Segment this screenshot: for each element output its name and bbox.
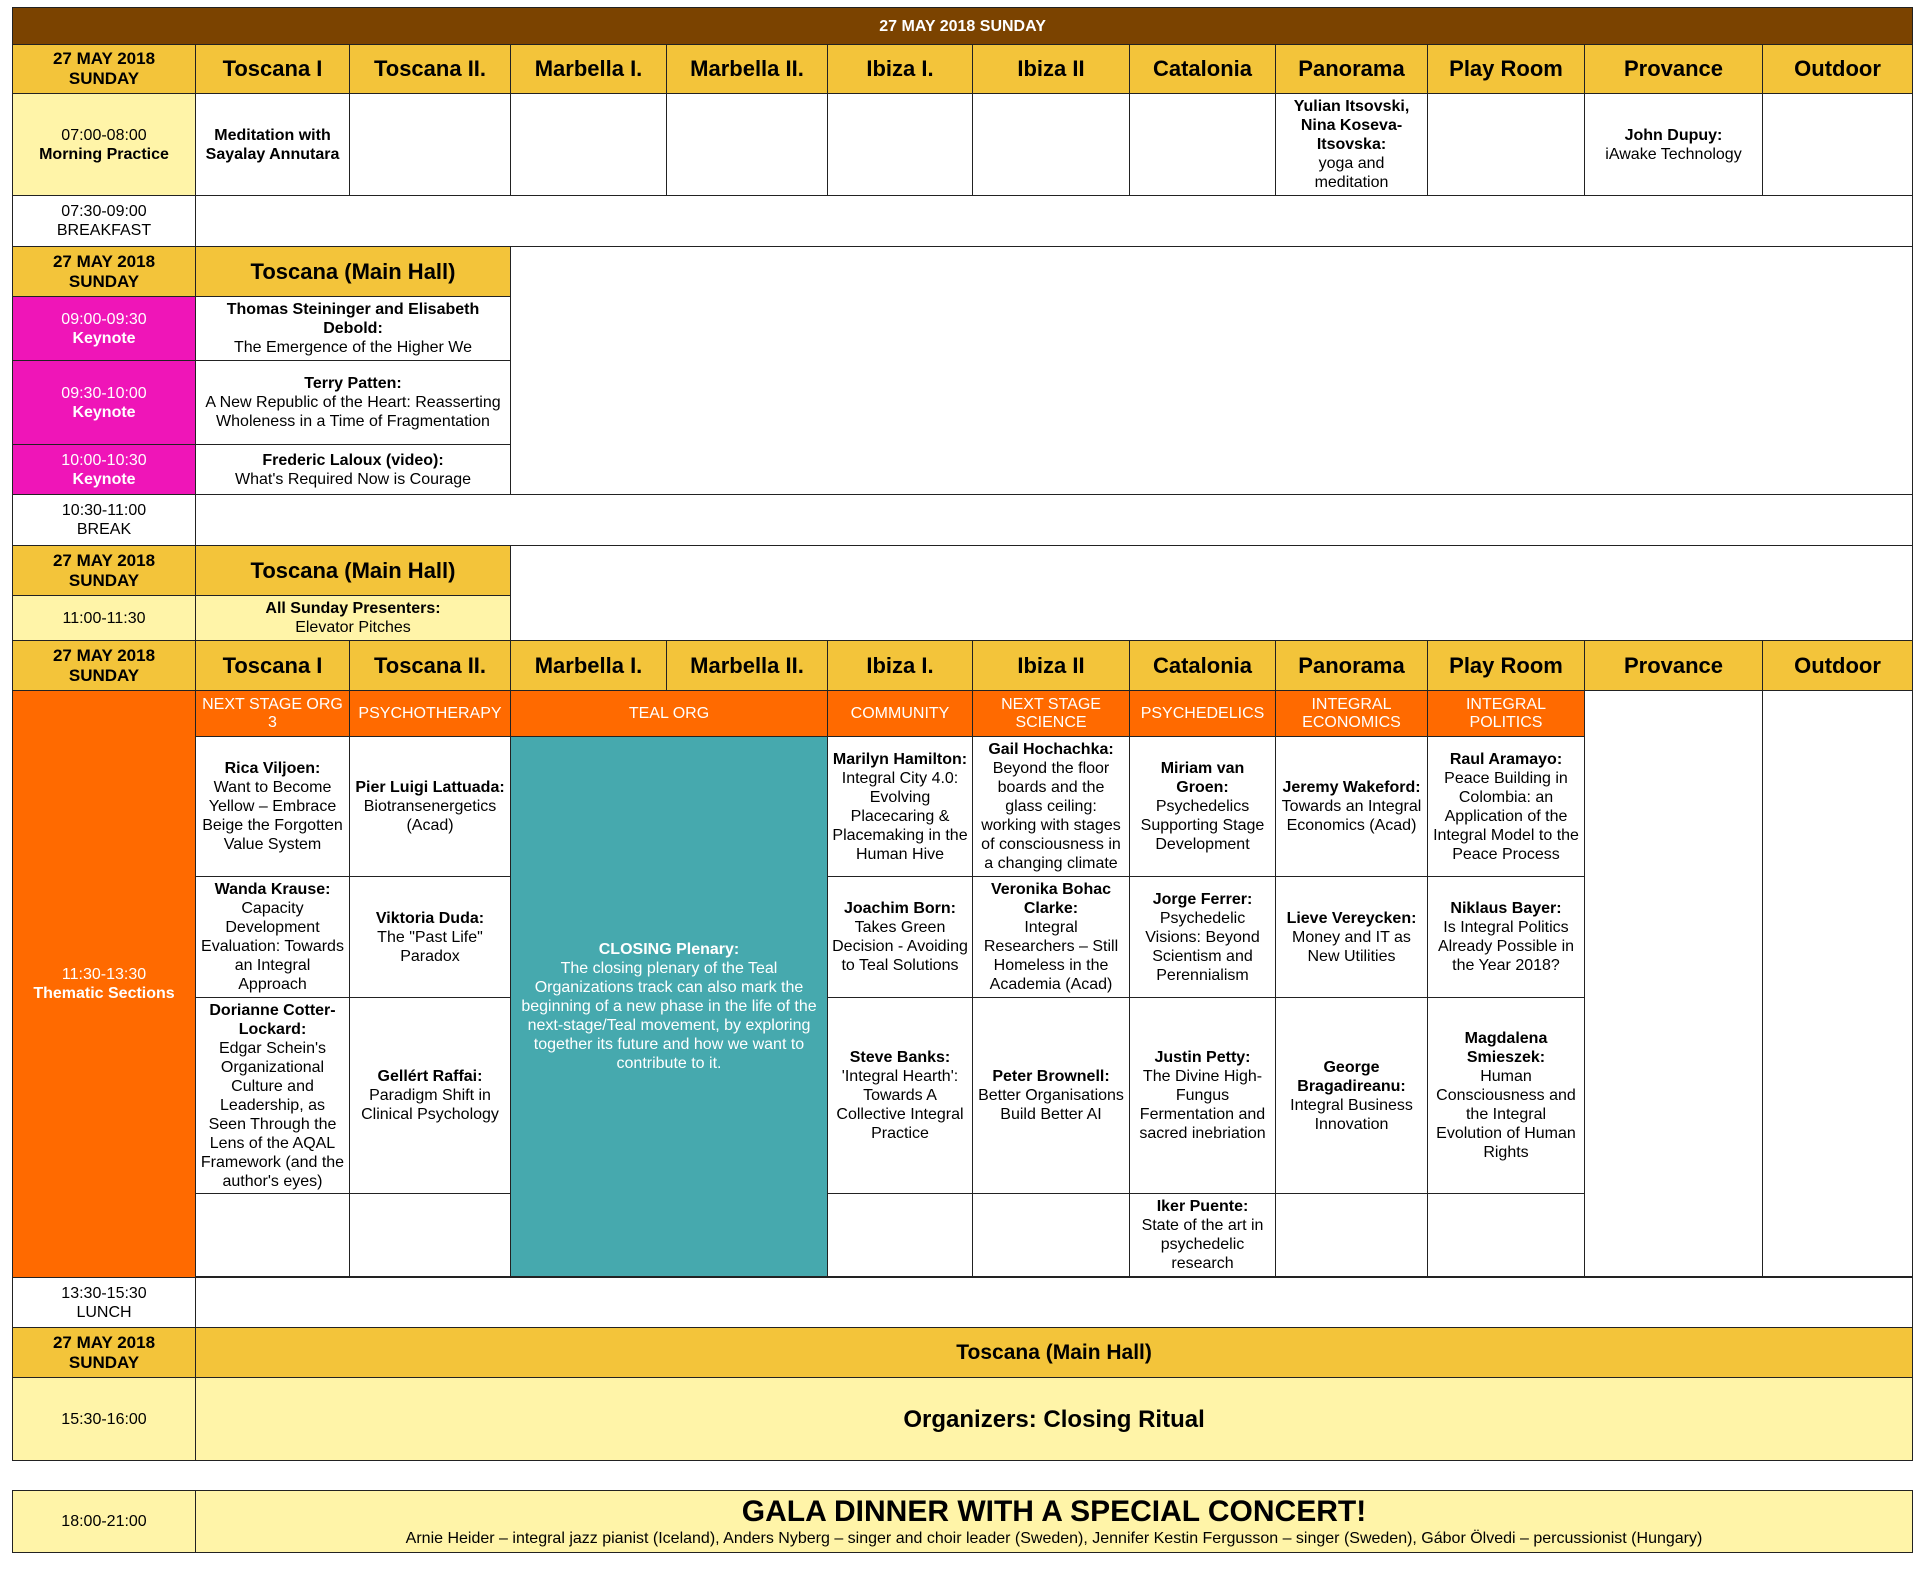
schedule-table: [12, 7, 1913, 1461]
session-cell: Raul Aramayo: Peace Building in Colombia: an Application of the Integral Model to the Peace Process: [1428, 737, 1585, 877]
track-label: INTEGRAL ECONOMICS: [1276, 691, 1428, 737]
room-outdoor: Outdoor: [1763, 641, 1913, 691]
room-ibiza-2: Ibiza II: [973, 641, 1130, 691]
session-cell: Veronika Bohac Clarke: Integral Researchers – Still Homeless in the Academia (Acad): [973, 877, 1130, 998]
session-cell: Lieve Vereycken: Money and IT as New Utilities: [1276, 877, 1428, 998]
session-cell: Dorianne Cotter-Lockard: Edgar Schein's Organizational Culture and Leadership, as Seen Through the Lens of the AQAL Framework (and the author's eyes): [196, 998, 350, 1194]
gala-table: [12, 1490, 1913, 1553]
session-meditation: Meditation with Sayalay Annutara: [196, 94, 350, 196]
keynote-session: Frederic Laloux (video): What's Required Now is Courage: [196, 445, 511, 495]
room-toscana-1: Toscana I: [196, 45, 350, 94]
morning-practice-row: [13, 94, 1913, 196]
room-play-room: Play Room: [1428, 45, 1585, 94]
lunch-row: [13, 1278, 1913, 1328]
time-cell-morning: 07:00-08:00 Morning Practice: [13, 94, 196, 196]
session-cell: Justin Petty: The Divine High-Fungus Fermentation and sacred inebriation: [1130, 998, 1276, 1194]
closing-row: [13, 1378, 1913, 1461]
room-header-row: [13, 45, 1913, 94]
time-cell-keynote: 09:00-09:30 Keynote: [13, 297, 196, 361]
time-cell-keynote: 10:00-10:30 Keynote: [13, 445, 196, 495]
room-catalonia: Catalonia: [1130, 641, 1276, 691]
teal-closing-plenary: CLOSING Plenary: The closing plenary of the Teal Organizations track can also mark the beginning of a new phase in the life of the next-stage/Teal movement, by exploring together its future and how we want to contribute to it.: [511, 737, 828, 1277]
session-cell: Magdalena Smieszek: Human Consciousness and the Integral Evolution of Human Rights: [1428, 998, 1585, 1194]
date-cell: 27 MAY 2018 SUNDAY: [13, 247, 196, 297]
keynote-session: Terry Patten: A New Republic of the Heart: Reasserting Wholeness in a Time of Fragmentation: [196, 361, 511, 445]
room-outdoor: Outdoor: [1763, 45, 1913, 94]
main-hall-header-row: [13, 247, 1913, 297]
main-hall-label: Toscana (Main Hall): [196, 1328, 1913, 1378]
main-hall-label: Toscana (Main Hall): [196, 546, 511, 596]
session-cell: Miriam van Groen: Psychedelics Supporting Stage Development: [1130, 737, 1276, 877]
room-marbella-1: Marbella I.: [511, 641, 667, 691]
session-iawake: John Dupuy: iAwake Technology: [1585, 94, 1763, 196]
main-hall-header-row: [13, 1328, 1913, 1378]
time-cell-closing: 15:30-16:00: [13, 1378, 196, 1461]
main-hall-label: Toscana (Main Hall): [196, 247, 511, 297]
time-cell-breakfast: 07:30-09:00 BREAKFAST: [13, 196, 196, 247]
session-cell: Viktoria Duda: The "Past Life" Paradox: [350, 877, 511, 998]
time-cell-pitches: 11:00-11:30: [13, 596, 196, 641]
room-provance: Provance: [1585, 641, 1763, 691]
room-marbella-1: Marbella I.: [511, 45, 667, 94]
session-cell: Wanda Krause: Capacity Development Evaluation: Towards an Integral Approach: [196, 877, 350, 998]
room-ibiza-2: Ibiza II: [973, 45, 1130, 94]
date-cell: 27 MAY 2018 SUNDAY: [13, 641, 196, 691]
session-cell: Jorge Ferrer: Psychedelic Visions: Beyond Scientism and Perennialism: [1130, 877, 1276, 998]
room-provance: Provance: [1585, 45, 1763, 94]
session-cell: Marilyn Hamilton: Integral City 4.0: Evolving Placecaring & Placemaking in the Human Hive: [828, 737, 973, 877]
gala-dinner: [196, 1491, 1913, 1553]
gala-performers: Arnie Heider – integral jazz pianist (Iceland), Anders Nyberg – singer and choir leader (Sweden), Jennifer Kestin Fergusson – singer (Sweden), Gábor Ölvedi – percussionist (Hungary): [405, 1530, 1703, 1547]
breakfast-row: [13, 196, 1913, 247]
session-cell: Steve Banks: 'Integral Hearth': Towards A Collective Integral Practice: [828, 998, 973, 1194]
track-label: COMMUNITY: [828, 691, 973, 737]
closing-ritual: Organizers: Closing Ritual: [196, 1378, 1913, 1461]
pitches-session: All Sunday Presenters: Elevator Pitches: [196, 596, 511, 641]
date-cell: 27 MAY 2018 SUNDAY: [13, 546, 196, 596]
room-play-room: Play Room: [1428, 641, 1585, 691]
session-cell: Pier Luigi Lattuada: Biotransenergetics (Acad): [350, 737, 511, 877]
track-label: PSYCHEDELICS: [1130, 691, 1276, 737]
page-title: 27 MAY 2018 SUNDAY: [13, 8, 1913, 45]
gala-title: GALA DINNER WITH A SPECIAL CONCERT!: [741, 1495, 1367, 1528]
room-marbella-2: Marbella II.: [667, 45, 828, 94]
room-catalonia: Catalonia: [1130, 45, 1276, 94]
session-cell: Peter Brownell: Better Organisations Build Better AI: [973, 998, 1130, 1194]
keynote-session: Thomas Steininger and Elisabeth Debold: The Emergence of the Higher We: [196, 297, 511, 361]
session-cell: Iker Puente: State of the art in psychedelic research: [1130, 1194, 1276, 1277]
room-panorama: Panorama: [1276, 641, 1428, 691]
time-cell-lunch: 13:30-15:30 LUNCH: [13, 1278, 196, 1328]
session-yoga: Yulian Itsovski, Nina Koseva-Itsovska: yoga and meditation: [1276, 94, 1428, 196]
time-cell-thematic: 11:30-13:30 Thematic Sections: [13, 691, 196, 1278]
track-label: PSYCHOTHERAPY: [350, 691, 511, 737]
room-toscana-2: Toscana II.: [350, 45, 511, 94]
session-cell: Gellért Raffai: Paradigm Shift in Clinical Psychology: [350, 998, 511, 1194]
track-row: [13, 691, 1913, 737]
session-cell: George Bragadireanu: Integral Business Innovation: [1276, 998, 1428, 1194]
session-cell: Gail Hochachka: Beyond the floor boards and the glass ceiling: working with stages of consciousness in a changing climate: [973, 737, 1130, 877]
track-label: TEAL ORG: [511, 691, 828, 737]
session-cell: Niklaus Bayer: Is Integral Politics Already Possible in the Year 2018?: [1428, 877, 1585, 998]
room-toscana-2: Toscana II.: [350, 641, 511, 691]
room-ibiza-1: Ibiza I.: [828, 45, 973, 94]
room-marbella-2: Marbella II.: [667, 641, 828, 691]
track-label: INTEGRAL POLITICS: [1428, 691, 1585, 737]
room-panorama: Panorama: [1276, 45, 1428, 94]
room-header-row: [13, 641, 1913, 691]
date-cell: 27 MAY 2018 SUNDAY: [13, 45, 196, 94]
track-label: NEXT STAGE SCIENCE: [973, 691, 1130, 737]
room-ibiza-1: Ibiza I.: [828, 641, 973, 691]
time-cell-keynote: 09:30-10:00 Keynote: [13, 361, 196, 445]
main-hall-header-row: [13, 546, 1913, 596]
time-cell-break: 10:30-11:00 BREAK: [13, 495, 196, 546]
session-cell: Rica Viljoen: Want to Become Yellow – Embrace Beige the Forgotten Value System: [196, 737, 350, 877]
date-cell: 27 MAY 2018 SUNDAY: [13, 1328, 196, 1378]
break-row: [13, 495, 1913, 546]
time-cell-gala: 18:00-21:00: [13, 1491, 196, 1553]
room-toscana-1: Toscana I: [196, 641, 350, 691]
track-label: NEXT STAGE ORG 3: [196, 691, 350, 737]
session-cell: Joachim Born: Takes Green Decision - Avoiding to Teal Solutions: [828, 877, 973, 998]
session-cell: Jeremy Wakeford: Towards an Integral Economics (Acad): [1276, 737, 1428, 877]
